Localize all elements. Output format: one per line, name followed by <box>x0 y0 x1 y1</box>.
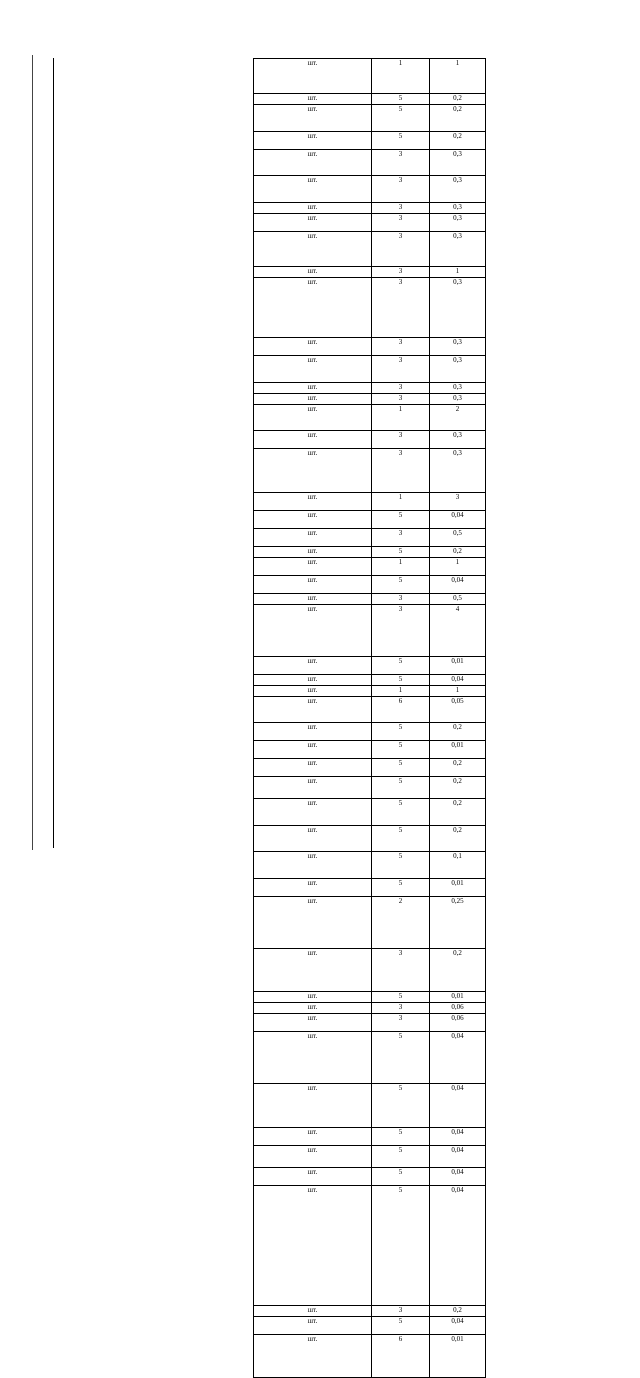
unit-cell: шт. <box>254 723 372 741</box>
table-row <box>254 492 575 510</box>
unit-cell: шт. <box>254 105 372 132</box>
ratio-cell: 1 <box>430 266 486 277</box>
quantity-cell: 5 <box>372 1032 430 1084</box>
unit-cell: шт. <box>254 131 372 149</box>
table-row <box>254 431 575 449</box>
quantity-cell: 3 <box>372 202 430 213</box>
quantity-cell: 1 <box>372 59 430 94</box>
quantity-cell: 3 <box>372 393 430 404</box>
unit-cell: шт. <box>254 404 372 431</box>
quantity-cell: 6 <box>372 696 430 723</box>
unit-cell: шт. <box>254 1145 372 1167</box>
unit-cell: шт. <box>254 1032 372 1084</box>
ratio-cell: 0,3 <box>430 149 486 176</box>
unit-cell: шт. <box>254 94 372 105</box>
unit-cell: шт. <box>254 1014 372 1032</box>
quantity-cell: 5 <box>372 546 430 557</box>
ratio-cell: 0,3 <box>430 338 486 356</box>
quantity-cell: 3 <box>372 266 430 277</box>
quantity-cell: 1 <box>372 492 430 510</box>
ratio-cell: 1 <box>430 557 486 575</box>
table-row <box>254 852 575 879</box>
unit-cell: шт. <box>254 557 372 575</box>
table-row <box>254 338 575 356</box>
quantity-cell: 3 <box>372 176 430 203</box>
quantity-cell: 5 <box>372 1127 430 1145</box>
table-row <box>254 1084 575 1128</box>
unit-cell: шт. <box>254 1305 372 1316</box>
quantity-cell: 1 <box>372 404 430 431</box>
table-row <box>254 546 575 557</box>
quantity-cell: 5 <box>372 723 430 741</box>
quantity-cell: 3 <box>372 431 430 449</box>
unit-cell: шт. <box>254 948 372 992</box>
ratio-cell: 0,2 <box>430 799 486 826</box>
table-row <box>254 202 575 213</box>
unit-cell: шт. <box>254 59 372 94</box>
ratio-cell: 0,25 <box>430 896 486 948</box>
table-row <box>254 557 575 575</box>
table-row <box>254 510 575 528</box>
unit-cell: шт. <box>254 149 372 176</box>
ratio-cell: 0,3 <box>430 202 486 213</box>
ratio-cell: 0,2 <box>430 131 486 149</box>
ratio-cell: 0,01 <box>430 1334 486 1378</box>
ratio-cell: 4 <box>430 604 486 656</box>
unit-cell: шт. <box>254 741 372 759</box>
ratio-cell: 0,3 <box>430 382 486 393</box>
table-row <box>254 878 575 896</box>
quantity-cell: 3 <box>372 382 430 393</box>
table-row <box>254 1014 575 1032</box>
ratio-cell: 0,2 <box>430 546 486 557</box>
ratio-cell: 0,3 <box>430 213 486 231</box>
quantity-cell: 5 <box>372 825 430 852</box>
unit-cell: шт. <box>254 213 372 231</box>
unit-cell: шт. <box>254 266 372 277</box>
unit-cell: шт. <box>254 759 372 777</box>
quantity-cell: 5 <box>372 777 430 799</box>
table-row <box>254 674 575 685</box>
quantity-cell: 5 <box>372 105 430 132</box>
unit-cell: шт. <box>254 202 372 213</box>
unit-cell: шт. <box>254 1316 372 1334</box>
quantity-cell: 3 <box>372 149 430 176</box>
unit-cell: шт. <box>254 176 372 203</box>
ratio-cell: 0,04 <box>430 510 486 528</box>
unit-cell: шт. <box>254 449 372 493</box>
outer-left-rule <box>32 55 33 850</box>
quantity-cell: 5 <box>372 131 430 149</box>
ratio-cell: 0,01 <box>430 741 486 759</box>
ratio-cell: 3 <box>430 492 486 510</box>
table-row <box>254 948 575 992</box>
ratio-cell: 0,3 <box>430 393 486 404</box>
unit-cell: шт. <box>254 656 372 674</box>
table-row <box>254 759 575 777</box>
quantity-cell: 5 <box>372 852 430 879</box>
table-row <box>254 1305 575 1316</box>
table-row <box>254 656 575 674</box>
ratio-cell: 0,06 <box>430 1003 486 1014</box>
ratio-cell: 0,2 <box>430 759 486 777</box>
ratio-cell: 0,04 <box>430 575 486 593</box>
unit-cell: шт. <box>254 1334 372 1378</box>
table-row <box>254 1145 575 1167</box>
table-row <box>254 404 575 431</box>
table-row <box>254 723 575 741</box>
table-row <box>254 449 575 493</box>
quantity-cell: 3 <box>372 593 430 604</box>
unit-cell: шт. <box>254 674 372 685</box>
quantity-cell: 1 <box>372 557 430 575</box>
table-row <box>254 356 575 383</box>
quantity-cell: 5 <box>372 510 430 528</box>
table-row <box>254 575 575 593</box>
quantity-cell: 5 <box>372 878 430 896</box>
table-row <box>254 896 575 948</box>
quantity-cell: 6 <box>372 1334 430 1378</box>
ratio-cell: 0,01 <box>430 656 486 674</box>
ratio-cell: 0,2 <box>430 948 486 992</box>
ratio-cell: 0,04 <box>430 1084 486 1128</box>
ratio-cell: 0,2 <box>430 105 486 132</box>
equipment-table-body <box>254 59 575 1378</box>
table-row <box>254 382 575 393</box>
table-row <box>254 277 575 338</box>
table-row <box>254 777 575 799</box>
table-row <box>254 266 575 277</box>
quantity-cell: 3 <box>372 528 430 546</box>
unit-cell: шт. <box>254 393 372 404</box>
ratio-cell: 0,04 <box>430 1127 486 1145</box>
unit-cell: шт. <box>254 277 372 338</box>
unit-cell: шт. <box>254 338 372 356</box>
unit-cell: шт. <box>254 825 372 852</box>
ratio-cell: 0,01 <box>430 878 486 896</box>
ratio-cell: 0,2 <box>430 723 486 741</box>
quantity-cell: 5 <box>372 1316 430 1334</box>
table-row <box>254 696 575 723</box>
table-row <box>254 992 575 1003</box>
table-row <box>254 604 575 656</box>
unit-cell: шт. <box>254 777 372 799</box>
unit-cell: шт. <box>254 1084 372 1128</box>
quantity-cell: 1 <box>372 685 430 696</box>
unit-cell: шт. <box>254 1003 372 1014</box>
quantity-cell: 3 <box>372 1014 430 1032</box>
quantity-cell: 5 <box>372 741 430 759</box>
quantity-cell: 3 <box>372 213 430 231</box>
table-row <box>254 1316 575 1334</box>
ratio-cell: 0,2 <box>430 777 486 799</box>
left-margin-rule <box>53 58 54 848</box>
quantity-cell: 3 <box>372 1003 430 1014</box>
table-row <box>254 393 575 404</box>
ratio-cell: 0,2 <box>430 94 486 105</box>
quantity-cell: 5 <box>372 94 430 105</box>
unit-cell: шт. <box>254 604 372 656</box>
quantity-cell: 5 <box>372 992 430 1003</box>
equipment-table <box>253 58 575 1378</box>
unit-cell: шт. <box>254 492 372 510</box>
unit-cell: шт. <box>254 799 372 826</box>
ratio-cell: 0,04 <box>430 1167 486 1185</box>
quantity-cell: 5 <box>372 1185 430 1305</box>
table-row <box>254 59 575 94</box>
unit-cell: шт. <box>254 1185 372 1305</box>
table-row <box>254 131 575 149</box>
quantity-cell: 5 <box>372 759 430 777</box>
unit-cell: шт. <box>254 992 372 1003</box>
ratio-cell: 0,3 <box>430 356 486 383</box>
ratio-cell: 0,04 <box>430 1032 486 1084</box>
table-row <box>254 1032 575 1084</box>
table-row <box>254 741 575 759</box>
quantity-cell: 2 <box>372 896 430 948</box>
table-row <box>254 213 575 231</box>
table-row <box>254 1167 575 1185</box>
quantity-cell: 3 <box>372 277 430 338</box>
quantity-cell: 5 <box>372 1145 430 1167</box>
ratio-cell: 0,01 <box>430 992 486 1003</box>
quantity-cell: 5 <box>372 656 430 674</box>
unit-cell: шт. <box>254 1167 372 1185</box>
table-row <box>254 528 575 546</box>
ratio-cell: 0,2 <box>430 1305 486 1316</box>
table-row <box>254 1127 575 1145</box>
ratio-cell: 2 <box>430 404 486 431</box>
quantity-cell: 3 <box>372 948 430 992</box>
unit-cell: шт. <box>254 852 372 879</box>
unit-cell: шт. <box>254 896 372 948</box>
table-row <box>254 105 575 132</box>
table-row <box>254 593 575 604</box>
quantity-cell: 3 <box>372 449 430 493</box>
table-row <box>254 1185 575 1305</box>
ratio-cell: 1 <box>430 685 486 696</box>
table-row <box>254 94 575 105</box>
table-row <box>254 1003 575 1014</box>
unit-cell: шт. <box>254 696 372 723</box>
ratio-cell: 0,5 <box>430 528 486 546</box>
ratio-cell: 0,3 <box>430 431 486 449</box>
unit-cell: шт. <box>254 878 372 896</box>
unit-cell: шт. <box>254 510 372 528</box>
quantity-cell: 3 <box>372 1305 430 1316</box>
unit-cell: шт. <box>254 356 372 383</box>
ratio-cell: 0,06 <box>430 1014 486 1032</box>
table-row <box>254 231 575 266</box>
quantity-cell: 3 <box>372 338 430 356</box>
table-row <box>254 149 575 176</box>
ratio-cell: 0,3 <box>430 176 486 203</box>
unit-cell: шт. <box>254 575 372 593</box>
ratio-cell: 0,04 <box>430 674 486 685</box>
ratio-cell: 0,5 <box>430 593 486 604</box>
quantity-cell: 3 <box>372 356 430 383</box>
ratio-cell: 1 <box>430 59 486 94</box>
unit-cell: шт. <box>254 546 372 557</box>
unit-cell: шт. <box>254 382 372 393</box>
unit-cell: шт. <box>254 528 372 546</box>
ratio-cell: 0,3 <box>430 231 486 266</box>
unit-cell: шт. <box>254 231 372 266</box>
unit-cell: шт. <box>254 593 372 604</box>
quantity-cell: 3 <box>372 604 430 656</box>
quantity-cell: 5 <box>372 575 430 593</box>
ratio-cell: 0,2 <box>430 825 486 852</box>
unit-cell: шт. <box>254 1127 372 1145</box>
table-row <box>254 1334 575 1378</box>
table-row <box>254 825 575 852</box>
table-row <box>254 685 575 696</box>
ratio-cell: 0,04 <box>430 1316 486 1334</box>
ratio-cell: 0,04 <box>430 1185 486 1305</box>
ratio-cell: 0,3 <box>430 449 486 493</box>
quantity-cell: 5 <box>372 1084 430 1128</box>
quantity-cell: 5 <box>372 799 430 826</box>
unit-cell: шт. <box>254 685 372 696</box>
quantity-cell: 5 <box>372 674 430 685</box>
ratio-cell: 0,3 <box>430 277 486 338</box>
table-row <box>254 799 575 826</box>
unit-cell: шт. <box>254 431 372 449</box>
ratio-cell: 0,05 <box>430 696 486 723</box>
quantity-cell: 3 <box>372 231 430 266</box>
ratio-cell: 0,1 <box>430 852 486 879</box>
quantity-cell: 5 <box>372 1167 430 1185</box>
ratio-cell: 0,04 <box>430 1145 486 1167</box>
table-row <box>254 176 575 203</box>
